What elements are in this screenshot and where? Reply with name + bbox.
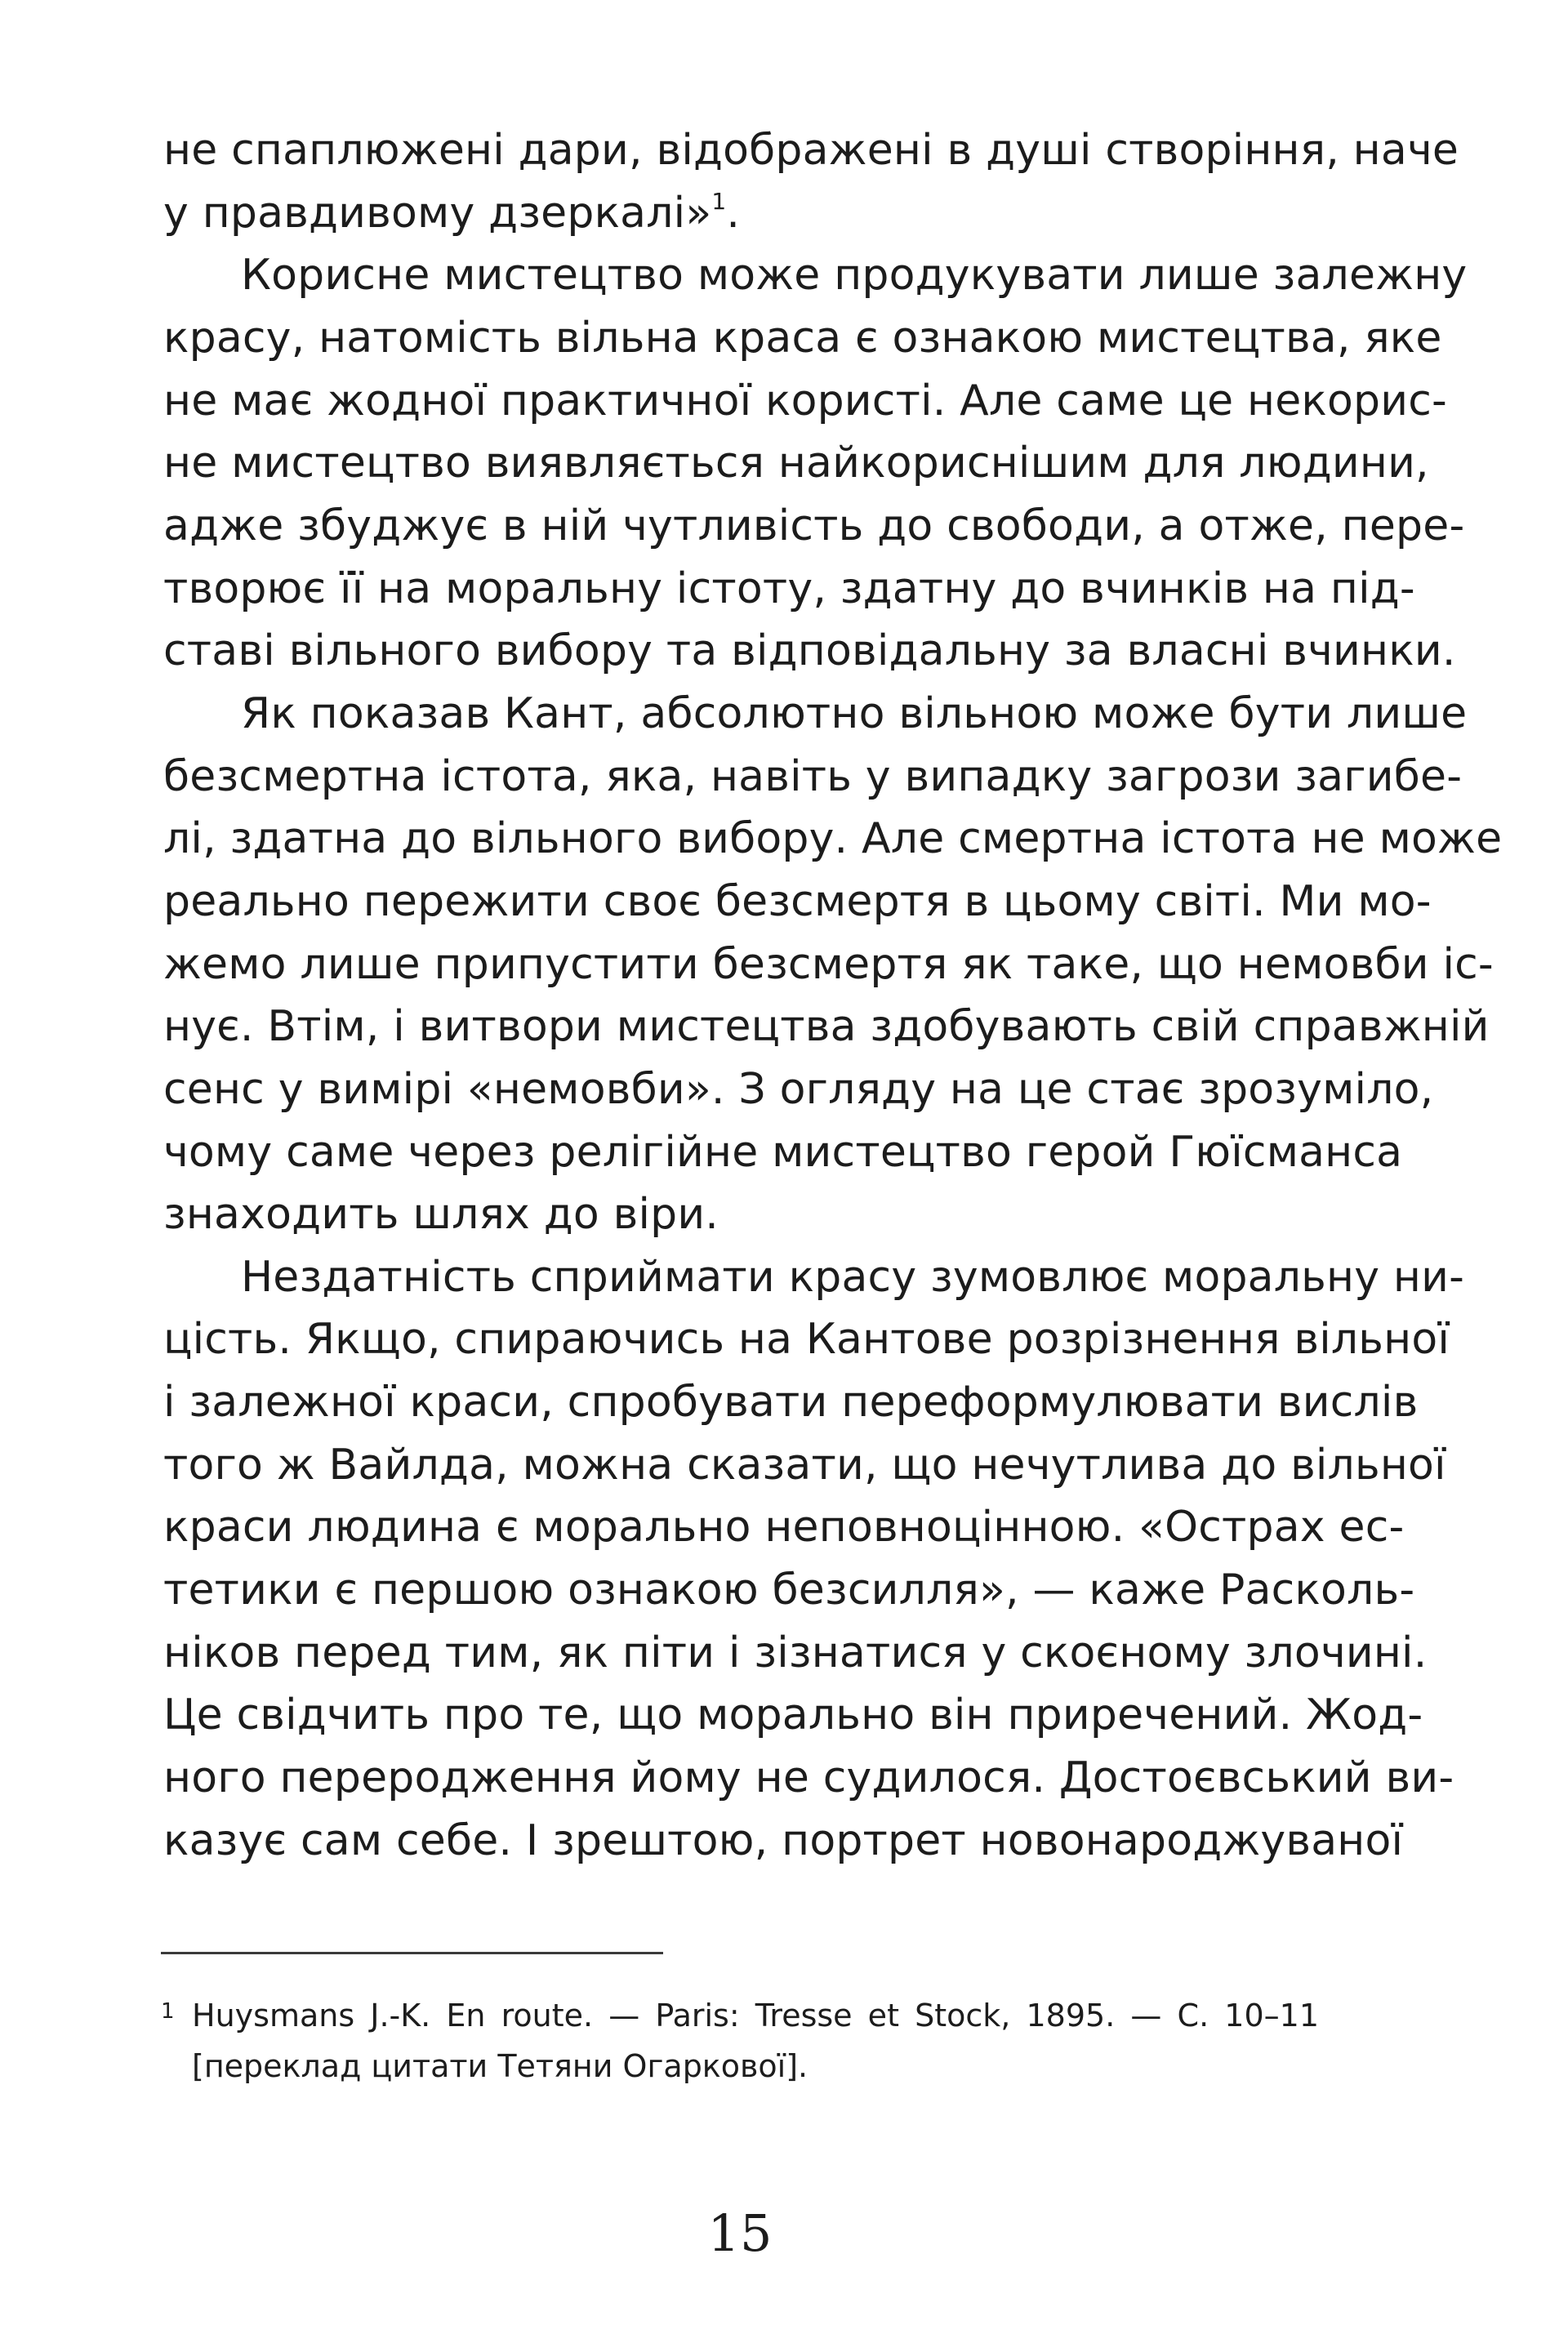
- text-punctuation: .: [726, 188, 741, 238]
- paragraph-start-line: Нездатність сприймати красу зумовлює моральну ни-: [241, 1252, 1465, 1302]
- text-line: жемо лише припустити безсмертя як таке, що немовби іс-: [163, 939, 1494, 989]
- footnote-marker: 1: [161, 1999, 175, 2024]
- text-line-with-footnote-ref: [163, 182, 1316, 245]
- text-line: безсмертна істота, яка, навіть у випадку загрози загибе-: [163, 751, 1463, 801]
- footnotes: [161, 1984, 1319, 2094]
- footnote-reference[interactable]: 1: [711, 187, 727, 215]
- page-number: 15: [707, 2203, 773, 2263]
- paragraph-start-line: Як показав Кант, абсолютно вільною може бути лише: [241, 688, 1468, 738]
- text-line: ніков перед тим, як піти і зізнатися у скоєному злочині.: [163, 1628, 1428, 1677]
- footnote-line: [161, 1984, 1319, 2039]
- text-line: казує сам себе. І зрештою, портрет новонароджуваної: [163, 1815, 1404, 1865]
- text-line: не спаплюжені дари, відображені в душі створіння, наче: [163, 126, 1459, 175]
- text-line: реально пережити своє безсмертя в цьому світі. Ми мо-: [163, 876, 1432, 926]
- text-line: красу, натомість вільна краса є ознакою мистецтва, яке: [163, 313, 1442, 363]
- text-line: ного переродження йому не судилося. Достоєвський ви-: [163, 1753, 1454, 1803]
- text-line: не мистецтво виявляється найкориснішим для людини,: [163, 439, 1429, 488]
- text-line: Це свідчить про те, що морально він приречений. Жод-: [163, 1690, 1423, 1740]
- text-line: нує. Втім, і витвори мистецтва здобувають свій справжній: [163, 1002, 1490, 1052]
- paragraph-end-line: знаходить шлях до віри.: [163, 1190, 719, 1240]
- footnote-divider: [161, 1952, 663, 1954]
- text-line: того ж Вайлда, можна сказати, що нечутлива до вільної: [163, 1440, 1446, 1490]
- footnote-line: [переклад цитати Тетяни Огаркової].: [192, 2048, 808, 2084]
- text-line: адже збуджує в ній чутливість до свободи, а отже, пере-: [163, 501, 1465, 550]
- body-text: [163, 119, 1503, 1872]
- text-line: чому саме через релігійне мистецтво герой Гюїсманса: [163, 1127, 1403, 1177]
- paragraph-start-line: Корисне мистецтво може продукувати лише залежну: [241, 251, 1468, 301]
- text-line: сенс у вимірі «немовби». З огляду на це стає зрозуміло,: [163, 1064, 1434, 1114]
- text-line: не має жодної практичної користі. Але саме це некорис-: [163, 376, 1447, 425]
- text-line: цість. Якщо, спираючись на Кантове розрізнення вільної: [163, 1315, 1450, 1365]
- text-line: краси людина є морально неповноцінною. «Острах ес-: [163, 1503, 1405, 1552]
- text-line: творює її на моральну істоту, здатну до вчинків на під-: [163, 564, 1415, 613]
- text-line: ставі вільного вибору та відповідальну за власні вчинки.: [163, 626, 1456, 676]
- text-line: і залежної краси, спробувати переформулювати вислів: [163, 1378, 1419, 1428]
- text-line: тетики є першою ознакою безсилля», — каже Расколь-: [163, 1566, 1415, 1615]
- text-line-content: у правдивому дзеркалі»: [163, 188, 712, 238]
- text-line: лі, здатна до вільного вибору. Але смертна істота не може: [163, 814, 1503, 864]
- footnote-citation: Huysmans J.-K. En route. — Paris: Tresse et Stock, 1895. — С. 10–11: [192, 1998, 1319, 2034]
